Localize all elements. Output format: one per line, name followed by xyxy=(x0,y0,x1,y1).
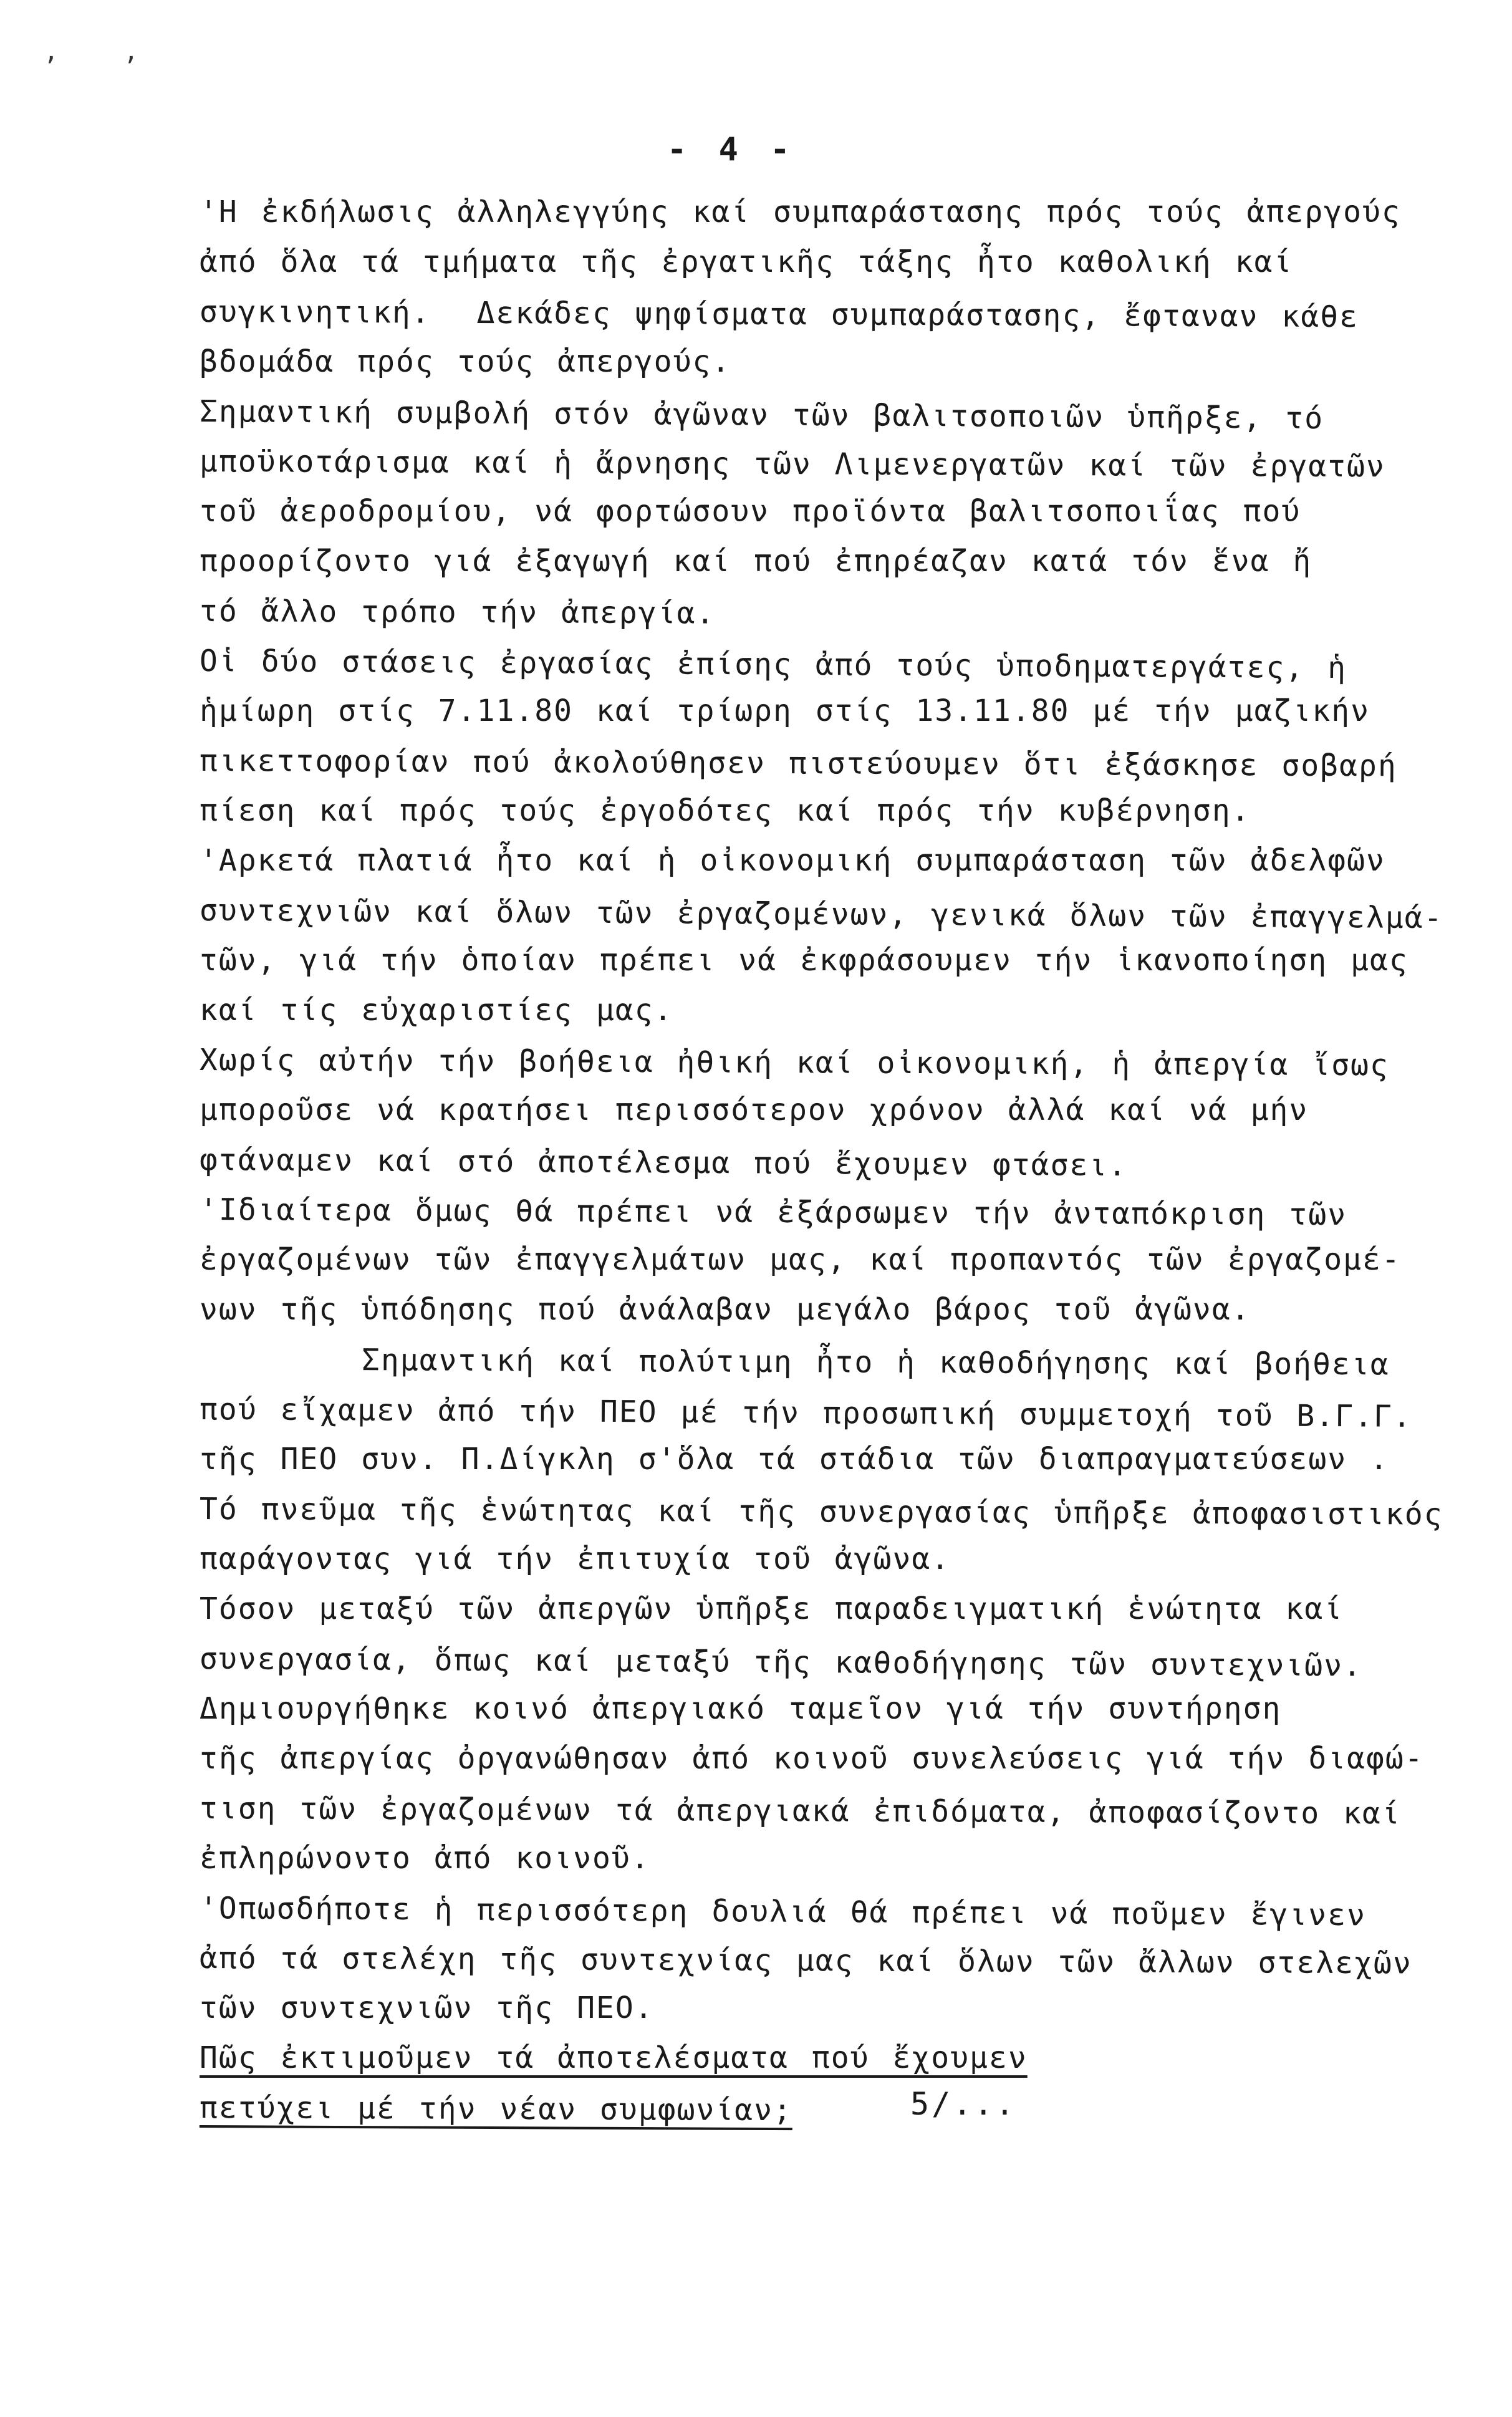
text-line: τό ἄλλο τρόπο τήν ἀπεργία. xyxy=(199,594,716,631)
text-line: τῶν, γιά τήν ὁποίαν πρέπει νά ἐκφράσουμεν τήν ἱκανοποίηση μας xyxy=(200,943,1408,978)
text-line: συντεχνιῶν καί ὅλων τῶν ἐργαζομένων, γενικά ὅλων τῶν ἐπαγγελμά- xyxy=(199,893,1443,936)
text-line: συγκινητική. Δεκάδες ψηφίσματα συμπαράστασης, ἔφταναν κάθε xyxy=(199,294,1359,335)
text-line: ἡμίωρη στίς 7.11.80 καί τρίωρη στίς 13.11.80 μέ τήν μαζικήν xyxy=(200,693,1370,728)
section-heading-line xyxy=(200,2033,1422,2083)
text-line: ἀπό ὅλα τά τμήματα τῆς ἐργατικῆς τάξης ἦτο καθολική καί xyxy=(200,244,1293,279)
text-line: μποϋκοτάρισμα καί ἡ ἄρνησης τῶν Λιμενεργατῶν καί τῶν ἐργατῶν xyxy=(199,444,1386,485)
section-heading-line xyxy=(200,2083,1422,2138)
text-line: συνεργασία, ὅπως καί μεταξύ τῆς καθοδήγησης τῶν συντεχνιῶν. xyxy=(199,1641,1363,1684)
text-line: τιση τῶν ἐργαζομένων τά ἀπεργιακά ἐπιδόματα, ἀποφασίζοντο καί xyxy=(199,1791,1401,1831)
corner-marks: , , xyxy=(44,37,164,66)
text-line: Τό πνεῦμα τῆς ἑνώτητας καί τῆς συνεργασίας ὑπῆρξε ἀποφασιστικός xyxy=(199,1492,1443,1532)
text-line: 'Ιδιαίτερα ὅμως θά πρέπει νά ἐξάρσωμεν τήν ἀνταπόκριση τῶν xyxy=(199,1192,1347,1233)
text-line: Τόσον μεταξύ τῶν ἀπεργῶν ὑπῆρξε παραδειγματική ἑνώτητα καί xyxy=(200,1591,1344,1626)
text-line: προορίζοντο γιά ἐξαγωγή καί πού ἐπηρέαζαν κατά τόν ἕνα ἤ xyxy=(200,544,1312,579)
text-line: νων τῆς ὑπόδησης πού ἀνάλαβαν μεγάλο βάρος τοῦ ἀγῶνα. xyxy=(200,1292,1251,1327)
text-line: τῶν συντεχνιῶν τῆς ΠΕΟ. xyxy=(200,1990,654,2025)
text-line: 'Η ἐκδήλωσις ἀλληλεγγύης καί συμπαράστασης πρός τούς ἀπεργούς xyxy=(200,195,1401,229)
text-line: Χωρίς αὐτήν τήν βοήθεια ἠθική καί οἰκονομική, ἡ ἀπεργία ἴσως xyxy=(199,1043,1390,1083)
text-line: Οἱ δύο στάσεις ἐργασίας ἐπίσης ἀπό τούς ὑποδηματεργάτες, ἡ xyxy=(199,644,1347,686)
text-line: πίεση καί πρός τούς ἐργοδότες καί πρός τήν κυβέρνηση. xyxy=(200,793,1251,828)
body-text xyxy=(199,187,1443,2133)
text-line: Σημαντική καί πολύτιμη ἦτο ἡ καθοδήγησης καί βοήθεια xyxy=(361,1343,1390,1382)
text-line: τοῦ ἀεροδρομίου, νά φορτώσουν προϊόντα βαλιτσοποιΐας πού xyxy=(200,494,1301,529)
section-heading-text: πετύχει μέ τήν νέαν συμφωνίαν; xyxy=(199,2090,793,2128)
page-number: - 4 - xyxy=(667,131,796,168)
continuation-marker: 5/... xyxy=(910,2086,1017,2122)
text-line: 'Αρκετά πλατιά ἦτο καί ἡ οἰκονομική συμπαράσταση τῶν ἀδελφῶν xyxy=(200,843,1385,878)
text-line: τῆς ἀπεργίας ὀργανώθησαν ἀπό κοινοῦ συνελεύσεις γιά τήν διαφώ- xyxy=(200,1741,1424,1776)
text-line: βδομάδα πρός τούς ἀπεργούς. xyxy=(200,344,731,379)
text-line: καί τίς εὐχαριστίες μας. xyxy=(200,993,673,1028)
text-line: ἐπληρώνοντο ἀπό κοινοῦ. xyxy=(200,1841,650,1876)
text-line: πικεττοφορίαν πού ἀκολούθησεν πιστεύουμεν ὅτι ἐξάσκησε σοβαρή xyxy=(199,743,1397,784)
text-line: Δημιουργήθηκε κοινό ἀπεργιακό ταμεῖον γιά τήν συντήρηση xyxy=(200,1691,1282,1726)
text-line: 'Οπωσδήποτε ἡ περισσότερη δουλιά θά πρέπει νά ποῦμεν ἔγινεν xyxy=(199,1891,1367,1933)
section-heading-text: Πῶς ἐκτιμοῦμεν τά ἀποτελέσματα πού ἔχουμεν xyxy=(200,2040,1028,2075)
text-line: ἀπό τά στελέχη τῆς συντεχνίας μας καί ὅλων τῶν ἄλλων στελεχῶν xyxy=(199,1941,1412,1981)
text-line: φτάναμεν καί στό ἀποτέλεσμα πού ἔχουμεν φτάσει. xyxy=(199,1142,1128,1184)
text-line: πού εἴχαμεν ἀπό τήν ΠΕΟ μέ τήν προσωπική συμμετοχή τοῦ Β.Γ.Γ. xyxy=(199,1392,1412,1434)
text-line: μποροῦσε νά κρατήσει περισσότερον χρόνον ἀλλά καί νά μήν xyxy=(200,1093,1309,1127)
text-line: ἐργαζομένων τῶν ἐπαγγελμάτων μας, καί προπαντός τῶν ἐργαζομέ- xyxy=(200,1242,1401,1277)
text-line: παράγοντας γιά τήν ἐπιτυχία τοῦ ἀγῶνα. xyxy=(200,1541,951,1576)
text-line: τῆς ΠΕΟ συν. Π.Δίγκλη σ'ὅλα τά στάδια τῶν διαπραγματεύσεων . xyxy=(200,1442,1389,1477)
text-line: Σημαντική συμβολή στόν ἀγῶναν τῶν βαλιτσοποιῶν ὑπῆρξε, τό xyxy=(199,394,1324,437)
